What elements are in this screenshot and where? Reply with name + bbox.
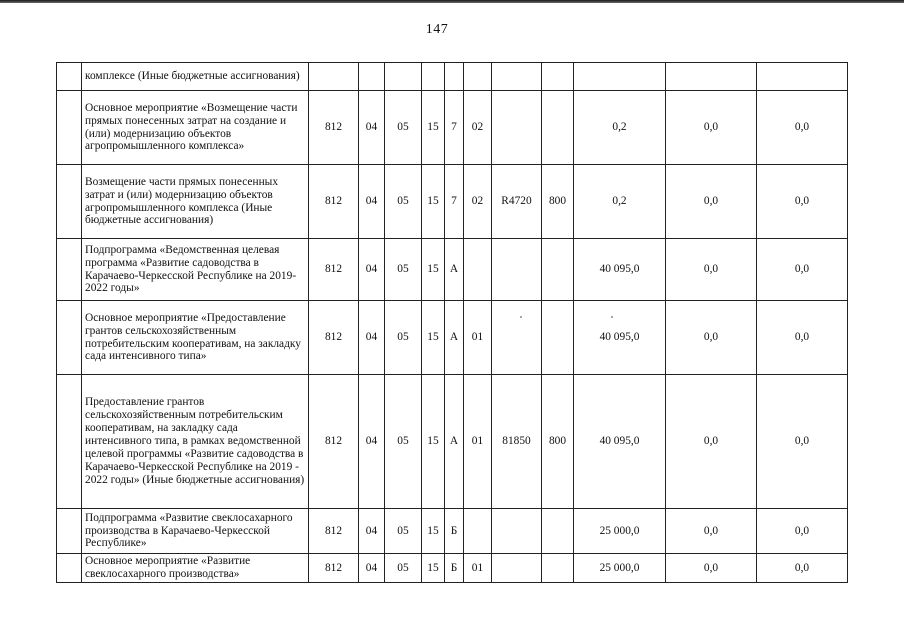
subsection-code: 05 bbox=[385, 375, 422, 509]
scan-edge bbox=[0, 0, 904, 3]
subsection-code: 05 bbox=[385, 165, 422, 239]
amount-year-3 bbox=[757, 63, 848, 91]
amount-year-2: 0,0 bbox=[666, 509, 757, 554]
scan-speck bbox=[520, 316, 522, 318]
expense-type-code bbox=[542, 554, 574, 583]
direction-code bbox=[492, 63, 542, 91]
amount-year-1: 40 095,0 bbox=[574, 239, 666, 301]
table-row bbox=[57, 375, 848, 509]
expense-type-code: 800 bbox=[542, 165, 574, 239]
amount-year-3: 0,0 bbox=[757, 509, 848, 554]
section-code: 04 bbox=[359, 301, 385, 375]
ministry-code: 812 bbox=[309, 375, 359, 509]
event-code: 01 bbox=[464, 301, 492, 375]
row-margin-cell bbox=[57, 165, 82, 239]
subsection-code: 05 bbox=[385, 301, 422, 375]
direction-code bbox=[492, 301, 542, 375]
ministry-code: 812 bbox=[309, 239, 359, 301]
program-code: 15 bbox=[422, 301, 445, 375]
section-code: 04 bbox=[359, 554, 385, 583]
subprogram-code: Б bbox=[445, 509, 464, 554]
event-code: 01 bbox=[464, 375, 492, 509]
ministry-code: 812 bbox=[309, 554, 359, 583]
row-name: комплексе (Иные бюджетные ассигнования) bbox=[82, 63, 309, 91]
table-row bbox=[57, 301, 848, 375]
expense-type-code bbox=[542, 91, 574, 165]
expense-type-code bbox=[542, 63, 574, 91]
table-row bbox=[57, 509, 848, 554]
section-code: 04 bbox=[359, 375, 385, 509]
row-name: Основное мероприятие «Возмещение части прямых понесенных затрат на создание и (или) модернизацию объектов агропромышленного комплекса» bbox=[82, 91, 309, 165]
table-row bbox=[57, 63, 848, 91]
table-row bbox=[57, 554, 848, 583]
scan-speck bbox=[611, 316, 613, 318]
amount-year-2: 0,0 bbox=[666, 91, 757, 165]
amount-year-2: 0,0 bbox=[666, 301, 757, 375]
ministry-code bbox=[309, 63, 359, 91]
amount-year-1: 0,2 bbox=[574, 91, 666, 165]
amount-year-1: 25 000,0 bbox=[574, 509, 666, 554]
subprogram-code bbox=[445, 63, 464, 91]
amount-year-3: 0,0 bbox=[757, 554, 848, 583]
direction-code bbox=[492, 91, 542, 165]
row-margin-cell bbox=[57, 63, 82, 91]
event-code bbox=[464, 509, 492, 554]
amount-year-3: 0,0 bbox=[757, 239, 848, 301]
expense-type-code bbox=[542, 239, 574, 301]
event-code: 01 bbox=[464, 554, 492, 583]
subsection-code: 05 bbox=[385, 509, 422, 554]
amount-year-3: 0,0 bbox=[757, 165, 848, 239]
amount-year-3: 0,0 bbox=[757, 301, 848, 375]
ministry-code: 812 bbox=[309, 91, 359, 165]
direction-code: 81850 bbox=[492, 375, 542, 509]
amount-year-2: 0,0 bbox=[666, 554, 757, 583]
row-name: Основное мероприятие «Предоставление грантов сельскохозяйственным потребительским кооперативам, на закладку сада интенсивного типа» bbox=[82, 301, 309, 375]
subprogram-code: 7 bbox=[445, 91, 464, 165]
expense-type-code: 800 bbox=[542, 375, 574, 509]
row-margin-cell bbox=[57, 554, 82, 583]
program-code bbox=[422, 63, 445, 91]
event-code bbox=[464, 239, 492, 301]
table-row bbox=[57, 91, 848, 165]
row-name: Возмещение части прямых понесенных затрат и (или) модернизацию объектов агропромышленного комплекса (Иные бюджетные ассигнования) bbox=[82, 165, 309, 239]
program-code: 15 bbox=[422, 375, 445, 509]
row-name: Предоставление грантов сельскохозяйственным потребительским кооперативам, на закладку сада интенсивного типа, в рамках ведомственной целевой программы «Развитие садоводства в Карачаево-Черкесской Республике на 2019 - 2022 годы» (Иные бюджетные ассигнования) bbox=[82, 375, 309, 509]
section-code: 04 bbox=[359, 239, 385, 301]
amount-year-3: 0,0 bbox=[757, 375, 848, 509]
expense-type-code bbox=[542, 509, 574, 554]
row-name: Основное мероприятие «Развитие свеклосахарного производства» bbox=[82, 554, 309, 583]
row-name: Подпрограмма «Развитие свеклосахарного производства в Карачаево-Черкесской Республике» bbox=[82, 509, 309, 554]
subprogram-code: А bbox=[445, 239, 464, 301]
amount-year-1: 25 000,0 bbox=[574, 554, 666, 583]
ministry-code: 812 bbox=[309, 301, 359, 375]
section-code: 04 bbox=[359, 509, 385, 554]
subsection-code: 05 bbox=[385, 239, 422, 301]
budget-table bbox=[56, 62, 848, 583]
amount-year-2 bbox=[666, 63, 757, 91]
amount-year-1: 0,2 bbox=[574, 165, 666, 239]
subsection-code: 05 bbox=[385, 91, 422, 165]
direction-code: R4720 bbox=[492, 165, 542, 239]
amount-year-2: 0,0 bbox=[666, 239, 757, 301]
table-row bbox=[57, 165, 848, 239]
table-body bbox=[57, 63, 848, 583]
direction-code bbox=[492, 554, 542, 583]
program-code: 15 bbox=[422, 165, 445, 239]
program-code: 15 bbox=[422, 509, 445, 554]
subsection-code: 05 bbox=[385, 554, 422, 583]
row-margin-cell bbox=[57, 509, 82, 554]
amount-year-3: 0,0 bbox=[757, 91, 848, 165]
subprogram-code: 7 bbox=[445, 165, 464, 239]
program-code: 15 bbox=[422, 554, 445, 583]
program-code: 15 bbox=[422, 239, 445, 301]
program-code: 15 bbox=[422, 91, 445, 165]
direction-code bbox=[492, 509, 542, 554]
amount-year-1 bbox=[574, 63, 666, 91]
expense-type-code bbox=[542, 301, 574, 375]
amount-year-1: 40 095,0 bbox=[574, 375, 666, 509]
page-number: 147 bbox=[425, 22, 449, 37]
row-name: Подпрограмма «Ведомственная целевая программа «Развитие садоводства в Карачаево-Черкесской Республике на 2019-2022 годы» bbox=[82, 239, 309, 301]
subprogram-code: Б bbox=[445, 554, 464, 583]
ministry-code: 812 bbox=[309, 509, 359, 554]
section-code bbox=[359, 63, 385, 91]
subsection-code bbox=[385, 63, 422, 91]
section-code: 04 bbox=[359, 165, 385, 239]
event-code: 02 bbox=[464, 165, 492, 239]
row-margin-cell bbox=[57, 239, 82, 301]
subprogram-code: А bbox=[445, 301, 464, 375]
table-row bbox=[57, 239, 848, 301]
event-code bbox=[464, 63, 492, 91]
event-code: 02 bbox=[464, 91, 492, 165]
row-margin-cell bbox=[57, 91, 82, 165]
ministry-code: 812 bbox=[309, 165, 359, 239]
section-code: 04 bbox=[359, 91, 385, 165]
row-margin-cell bbox=[57, 375, 82, 509]
direction-code bbox=[492, 239, 542, 301]
amount-year-1: 40 095,0 bbox=[574, 301, 666, 375]
amount-year-2: 0,0 bbox=[666, 165, 757, 239]
amount-year-2: 0,0 bbox=[666, 375, 757, 509]
row-margin-cell bbox=[57, 301, 82, 375]
subprogram-code: А bbox=[445, 375, 464, 509]
